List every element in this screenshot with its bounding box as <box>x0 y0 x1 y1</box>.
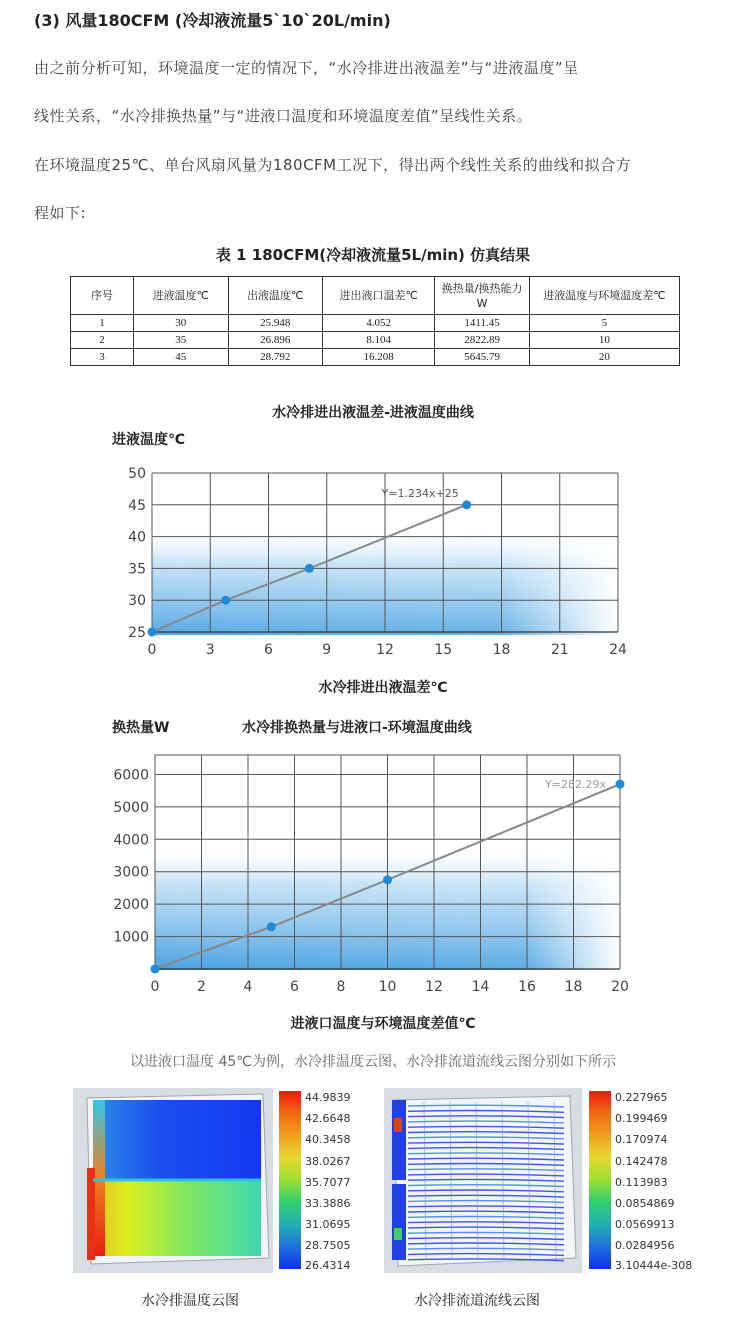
chart1-x-tick-label: 6 <box>264 642 273 658</box>
chart2-data-point <box>267 922 276 931</box>
paragraph-line-2: 线性关系，“水冷排换热量”与“进液口温度和环境温度差值”呈线性关系。 <box>34 107 533 125</box>
table-header-cell: 进液温度℃ <box>134 277 229 315</box>
flow-legend-value: 0.199469 <box>615 1112 668 1125</box>
chart1-y-tick-label: 30 <box>128 593 146 610</box>
table-cell: 1 <box>71 315 134 332</box>
table-row <box>71 315 680 332</box>
chart2-ylabel: 换热量W <box>112 720 170 736</box>
table-cell: 4.052 <box>323 315 435 332</box>
table-cell: 2 <box>71 332 134 349</box>
chart2-y-tick-label: 6000 <box>113 767 149 784</box>
chart2-annotation: Y=282.29x <box>545 778 606 792</box>
chart2-y-tick-label: 5000 <box>113 799 149 816</box>
table-cell: 1411.45 <box>435 315 530 332</box>
chart2-x-tick-label: 16 <box>518 979 536 995</box>
temperature-legend-value: 35.7077 <box>305 1176 351 1189</box>
temperature-legend-value: 40.3458 <box>305 1133 351 1146</box>
chart1-x-tick-label: 9 <box>322 642 332 658</box>
chart2-y-tick-label: 1000 <box>113 929 149 946</box>
chart2-y-tick-label: 4000 <box>113 832 149 849</box>
temperature-legend-value: 42.6648 <box>305 1112 351 1125</box>
flow-legend-value: 0.0569913 <box>615 1218 675 1231</box>
paragraph-line-3: 在环境温度25℃、单台风扇风量为180CFM工况下，得出两个线性关系的曲线和拟合方 <box>34 156 632 174</box>
chart2-data-point <box>383 875 392 884</box>
chart2-x-tick-label: 20 <box>611 979 629 995</box>
chart2-x-tick-label: 12 <box>425 979 443 995</box>
chart1-data-point <box>221 596 230 605</box>
chart1-plot <box>0 455 746 670</box>
chart1-y-ticks <box>128 466 146 641</box>
chart1-y-tick-label: 35 <box>128 561 146 578</box>
table-cell: 2822.89 <box>435 332 530 349</box>
chart1-x-tick-label: 15 <box>434 642 453 658</box>
table-header-cell: 换热量/换热能力 W <box>435 277 530 315</box>
chart2-y-tick-label: 3000 <box>113 864 149 881</box>
paragraph-line-1: 由之前分析可知，环境温度一定的情况下，“水冷排进出液温差”与“进液温度”呈 <box>34 59 579 77</box>
chart1-xlabel: 水冷排进出液温差℃ <box>318 680 448 696</box>
table-cell: 28.792 <box>228 349 323 366</box>
table-cell: 10 <box>529 332 679 349</box>
chart1-x-tick-label: 12 <box>376 642 394 658</box>
chart1-x-tick-label: 24 <box>609 642 627 658</box>
table-row <box>71 349 680 366</box>
table-cell: 20 <box>529 349 679 366</box>
section-heading: (3) 风量180CFM (冷却液流量5`10`20L/min) <box>34 11 391 30</box>
flow-legend-value: 3.10444e-308 <box>615 1259 693 1272</box>
chart2-x-ticks <box>151 979 629 995</box>
simulation-table <box>70 276 680 366</box>
temperature-legend-value: 28.7505 <box>305 1239 351 1252</box>
chart1-y-tick-label: 40 <box>128 529 146 546</box>
table-cell: 26.896 <box>228 332 323 349</box>
chart1-y-tick-label: 50 <box>128 466 146 482</box>
chart1-x-ticks <box>148 642 627 658</box>
chart1-x-tick-label: 18 <box>492 642 511 658</box>
flow-contour-caption: 水冷排流道流线云图 <box>414 1293 540 1309</box>
table-cell: 35 <box>134 332 229 349</box>
chart1-annotation: Y=1.234x+25 <box>381 486 459 500</box>
table-cell: 5645.79 <box>435 349 530 366</box>
flow-legend-colorbar <box>589 1091 611 1269</box>
temperature-legend-value: 38.0267 <box>305 1155 351 1168</box>
chart1-data-point <box>462 500 471 509</box>
chart2-xlabel: 进液口温度与环境温度差值℃ <box>290 1016 476 1032</box>
paragraph-line-4: 程如下: <box>34 204 87 222</box>
chart2-x-tick-label: 14 <box>471 979 490 995</box>
temperature-legend <box>279 1091 383 1271</box>
chart2-data-point <box>616 780 625 789</box>
chart2-data-point <box>151 965 160 974</box>
temperature-legend-value: 31.0695 <box>305 1218 351 1231</box>
chart2-x-tick-label: 18 <box>564 979 583 995</box>
chart1-data-point <box>305 564 314 573</box>
chart2-x-tick-label: 6 <box>290 979 299 995</box>
chart1-x-tick-label: 3 <box>205 642 215 658</box>
flow-legend-value: 0.170974 <box>615 1133 668 1146</box>
table-header-cell: 序号 <box>71 277 134 315</box>
chart1-y-tick-label: 45 <box>128 497 146 514</box>
chart2-x-tick-label: 4 <box>243 979 253 995</box>
chart2-x-tick-label: 0 <box>150 979 160 995</box>
table-row <box>71 332 680 349</box>
chart2-plot <box>0 745 746 995</box>
chart1-ylabel: 进液温度℃ <box>112 432 185 448</box>
chart1-y-tick-label: 25 <box>128 625 146 641</box>
temperature-legend-colorbar <box>279 1091 301 1269</box>
chart2-title: 水冷排换热量与进液口-环境温度曲线 <box>242 720 472 736</box>
chart1-x-tick-label: 21 <box>550 642 569 658</box>
chart1-title: 水冷排进出液温差-进液温度曲线 <box>272 405 474 421</box>
table-cell: 8.104 <box>323 332 435 349</box>
table-header-cell: 进出液口温差℃ <box>323 277 435 315</box>
table-header-row <box>71 277 680 315</box>
chart2-y-ticks <box>113 767 149 945</box>
table-cell: 5 <box>529 315 679 332</box>
table-title: 表 1 180CFM(冷却液流量5L/min) 仿真结果 <box>215 246 531 264</box>
flow-legend-value: 0.227965 <box>615 1091 668 1104</box>
flow-legend-value: 0.0854869 <box>615 1197 675 1210</box>
flow-legend-value: 0.142478 <box>615 1155 668 1168</box>
flow-legend <box>589 1091 701 1271</box>
table-cell: 45 <box>134 349 229 366</box>
contour-intro: 以进液口温度 45℃为例，水冷排温度云图、水冷排流道流线云图分别如下所示 <box>130 1054 616 1070</box>
temperature-legend-value: 33.3886 <box>305 1197 351 1210</box>
flow-legend-value: 0.113983 <box>615 1176 668 1189</box>
table-cell: 16.208 <box>323 349 435 366</box>
table-cell: 3 <box>71 349 134 366</box>
chart1-data-point <box>148 628 157 637</box>
table-cell: 30 <box>134 315 229 332</box>
chart2-x-tick-label: 2 <box>197 979 206 995</box>
temperature-contour-image <box>73 1088 273 1273</box>
table-cell: 25.948 <box>228 315 323 332</box>
chart1-x-tick-label: 0 <box>147 642 157 658</box>
chart2-x-tick-label: 8 <box>336 979 346 995</box>
flow-legend-value: 0.0284956 <box>615 1239 675 1252</box>
temperature-contour-caption: 水冷排温度云图 <box>141 1293 239 1309</box>
temperature-legend-value: 26.4314 <box>305 1259 351 1272</box>
chart2-x-tick-label: 10 <box>378 979 397 995</box>
table-header-cell: 出液温度℃ <box>228 277 323 315</box>
table-header-cell: 进液温度与环境温度差℃ <box>529 277 679 315</box>
chart2-y-tick-label: 2000 <box>113 897 149 914</box>
temperature-legend-value: 44.9839 <box>305 1091 351 1104</box>
flow-streamline-image <box>384 1088 582 1273</box>
